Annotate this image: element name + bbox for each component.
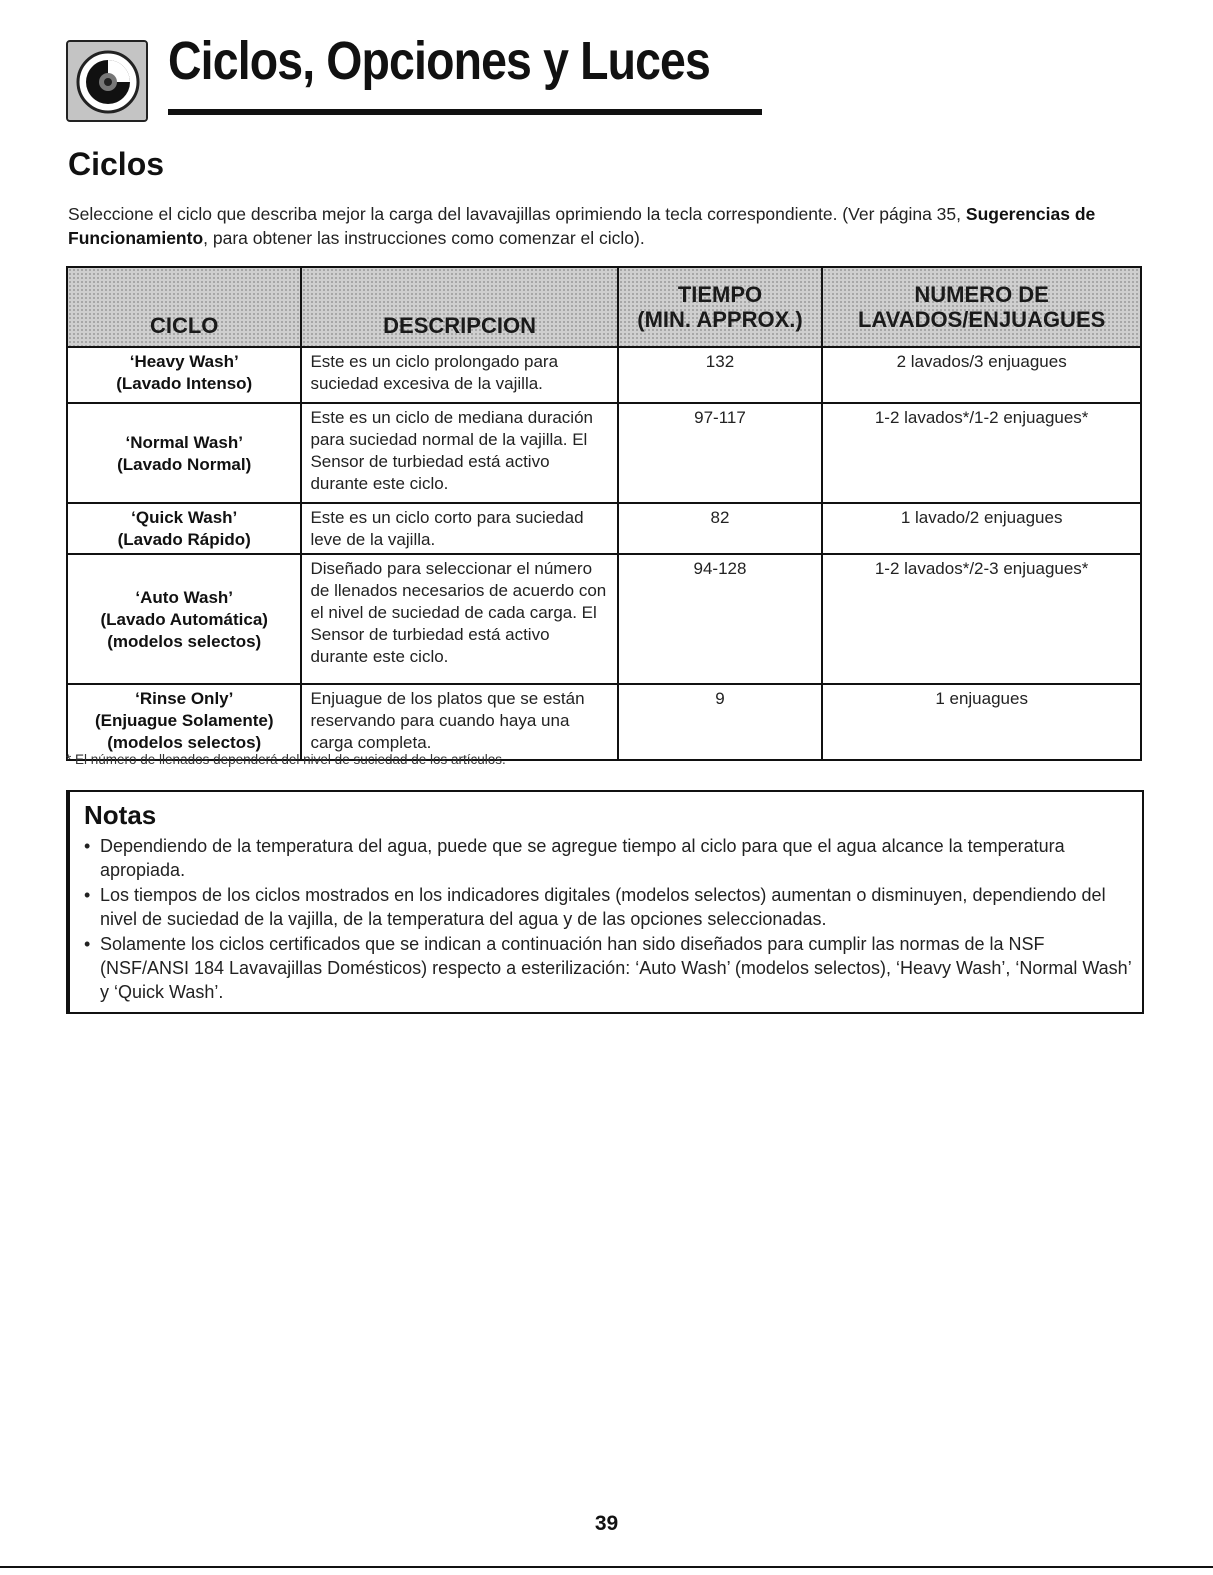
table-row xyxy=(67,554,1141,684)
cycle-name-es: (Lavado Normal) xyxy=(117,454,252,474)
page-number: 39 xyxy=(594,1512,619,1535)
cycle-note: (modelos selectos) xyxy=(107,631,262,651)
header-tiempo xyxy=(618,267,823,347)
cell-ciclo xyxy=(67,347,301,403)
table-row xyxy=(67,503,1141,554)
notes-title: Notas xyxy=(84,800,157,830)
table-row xyxy=(67,347,1141,403)
header-tiempo-line2: (MIN. APPROX.) xyxy=(637,307,803,332)
cell-descripcion: Este es un ciclo prolongado para suciedad excesiva de la vajilla. xyxy=(301,347,617,403)
notes-box xyxy=(66,790,1144,1014)
cell-ciclo xyxy=(67,554,301,684)
bottom-divider xyxy=(0,1566,1213,1568)
cell-tiempo: 132 xyxy=(618,347,823,403)
cell-numero: 1 enjuagues xyxy=(822,684,1141,760)
list-item: • Solamente los ciclos certificados que se indican a continuación han sido diseñados para cumplir las normas de la NSF (NSF/ANSI 184 Lavavajillas Domésticos) respecto a esterilización: ‘Auto Wash’ (modelos selectos), ‘Heavy Wash’, ‘Normal Wash’ y ‘Quick Wash’. xyxy=(84,932,1132,1004)
header-tiempo-line1: TIEMPO xyxy=(677,282,763,307)
table-header-row xyxy=(67,267,1141,347)
cycle-name: ‘Heavy Wash’ xyxy=(129,352,239,371)
cycle-name: ‘Rinse Only’ xyxy=(135,689,234,708)
cycle-name-es: (Lavado Rápido) xyxy=(117,530,251,549)
title-underline xyxy=(168,109,762,115)
notes-list xyxy=(84,834,1132,1005)
cell-numero: 1 lavado/2 enjuagues xyxy=(822,503,1141,554)
table-row xyxy=(67,684,1141,760)
cell-tiempo: 94-128 xyxy=(618,554,823,684)
intro-bold-link: Sugerencias de Funcionamiento xyxy=(68,204,1096,248)
cell-numero: 2 lavados/3 enjuagues xyxy=(822,347,1141,403)
cycle-name: ‘Normal Wash’ xyxy=(125,432,243,452)
cycle-name-es: (Lavado Intenso) xyxy=(116,374,253,393)
cell-numero: 1-2 lavados*/1-2 enjuagues* xyxy=(822,403,1141,503)
cell-ciclo xyxy=(67,503,301,554)
cycles-table xyxy=(66,266,1142,761)
dishwasher-knob-icon xyxy=(66,40,148,122)
cell-descripcion: Este es un ciclo corto para suciedad leve de la vajilla. xyxy=(301,503,617,554)
cycle-note: (modelos selectos) xyxy=(107,733,262,752)
footnote: * El número de llenados dependerá del nivel de suciedad de los artículos. xyxy=(66,752,506,767)
page-header xyxy=(64,30,711,120)
cell-ciclo xyxy=(67,684,301,760)
header-ciclo: CICLO xyxy=(67,267,301,347)
header-numero-line1: NUMERO DE xyxy=(914,282,1049,307)
cell-numero: 1-2 lavados*/2-3 enjuagues* xyxy=(822,554,1141,684)
page-title: Ciclos, Opciones y Luces xyxy=(168,31,711,91)
cycle-name-es: (Lavado Automática) xyxy=(100,609,268,629)
header-numero xyxy=(822,267,1141,347)
list-item: • Los tiempos de los ciclos mostrados en los indicadores digitales (modelos selectos) aumentan o disminuyen, dependiendo del nivel de suciedad de la vajilla, de la temperatura del agua y de las opciones seleccionadas. xyxy=(84,883,1132,931)
cell-descripcion: Enjuague de los platos que se están reservando para cuando haya una carga completa. xyxy=(301,684,617,760)
cycle-name: ‘Quick Wash’ xyxy=(131,508,238,527)
list-item: • Dependiendo de la temperatura del agua, puede que se agregue tiempo al ciclo para que el agua alcance la temperatura apropiada. xyxy=(84,834,1132,882)
header-numero-line2: LAVADOS/ENJUAGUES xyxy=(857,307,1106,332)
table-row xyxy=(67,403,1141,503)
section-title: Ciclos xyxy=(68,146,165,182)
cell-tiempo: 82 xyxy=(618,503,823,554)
cell-tiempo: 9 xyxy=(618,684,823,760)
intro-paragraph xyxy=(68,202,1148,250)
cell-tiempo: 97-117 xyxy=(618,403,823,503)
header-descripcion: DESCRIPCION xyxy=(301,267,617,347)
intro-text-end: , para obtener las instrucciones como comenzar el ciclo). xyxy=(203,228,645,248)
cell-descripcion: Este es un ciclo de mediana duración para suciedad normal de la vajilla. El Sensor de turbiedad está activo durante este ciclo. xyxy=(301,403,617,503)
cell-ciclo xyxy=(67,403,301,503)
cycle-name-es: (Enjuague Solamente) xyxy=(94,711,274,730)
cell-descripcion: Diseñado para seleccionar el número de llenados necesarios de acuerdo con el nivel de suciedad de cada carga. El Sensor de turbiedad está activo durante este ciclo. xyxy=(301,554,617,684)
cycle-name: ‘Auto Wash’ xyxy=(135,587,234,607)
intro-text: Seleccione el ciclo que describa mejor la carga del lavavajillas oprimiendo la tecla correspondiente. (Ver página 35, xyxy=(68,204,962,224)
